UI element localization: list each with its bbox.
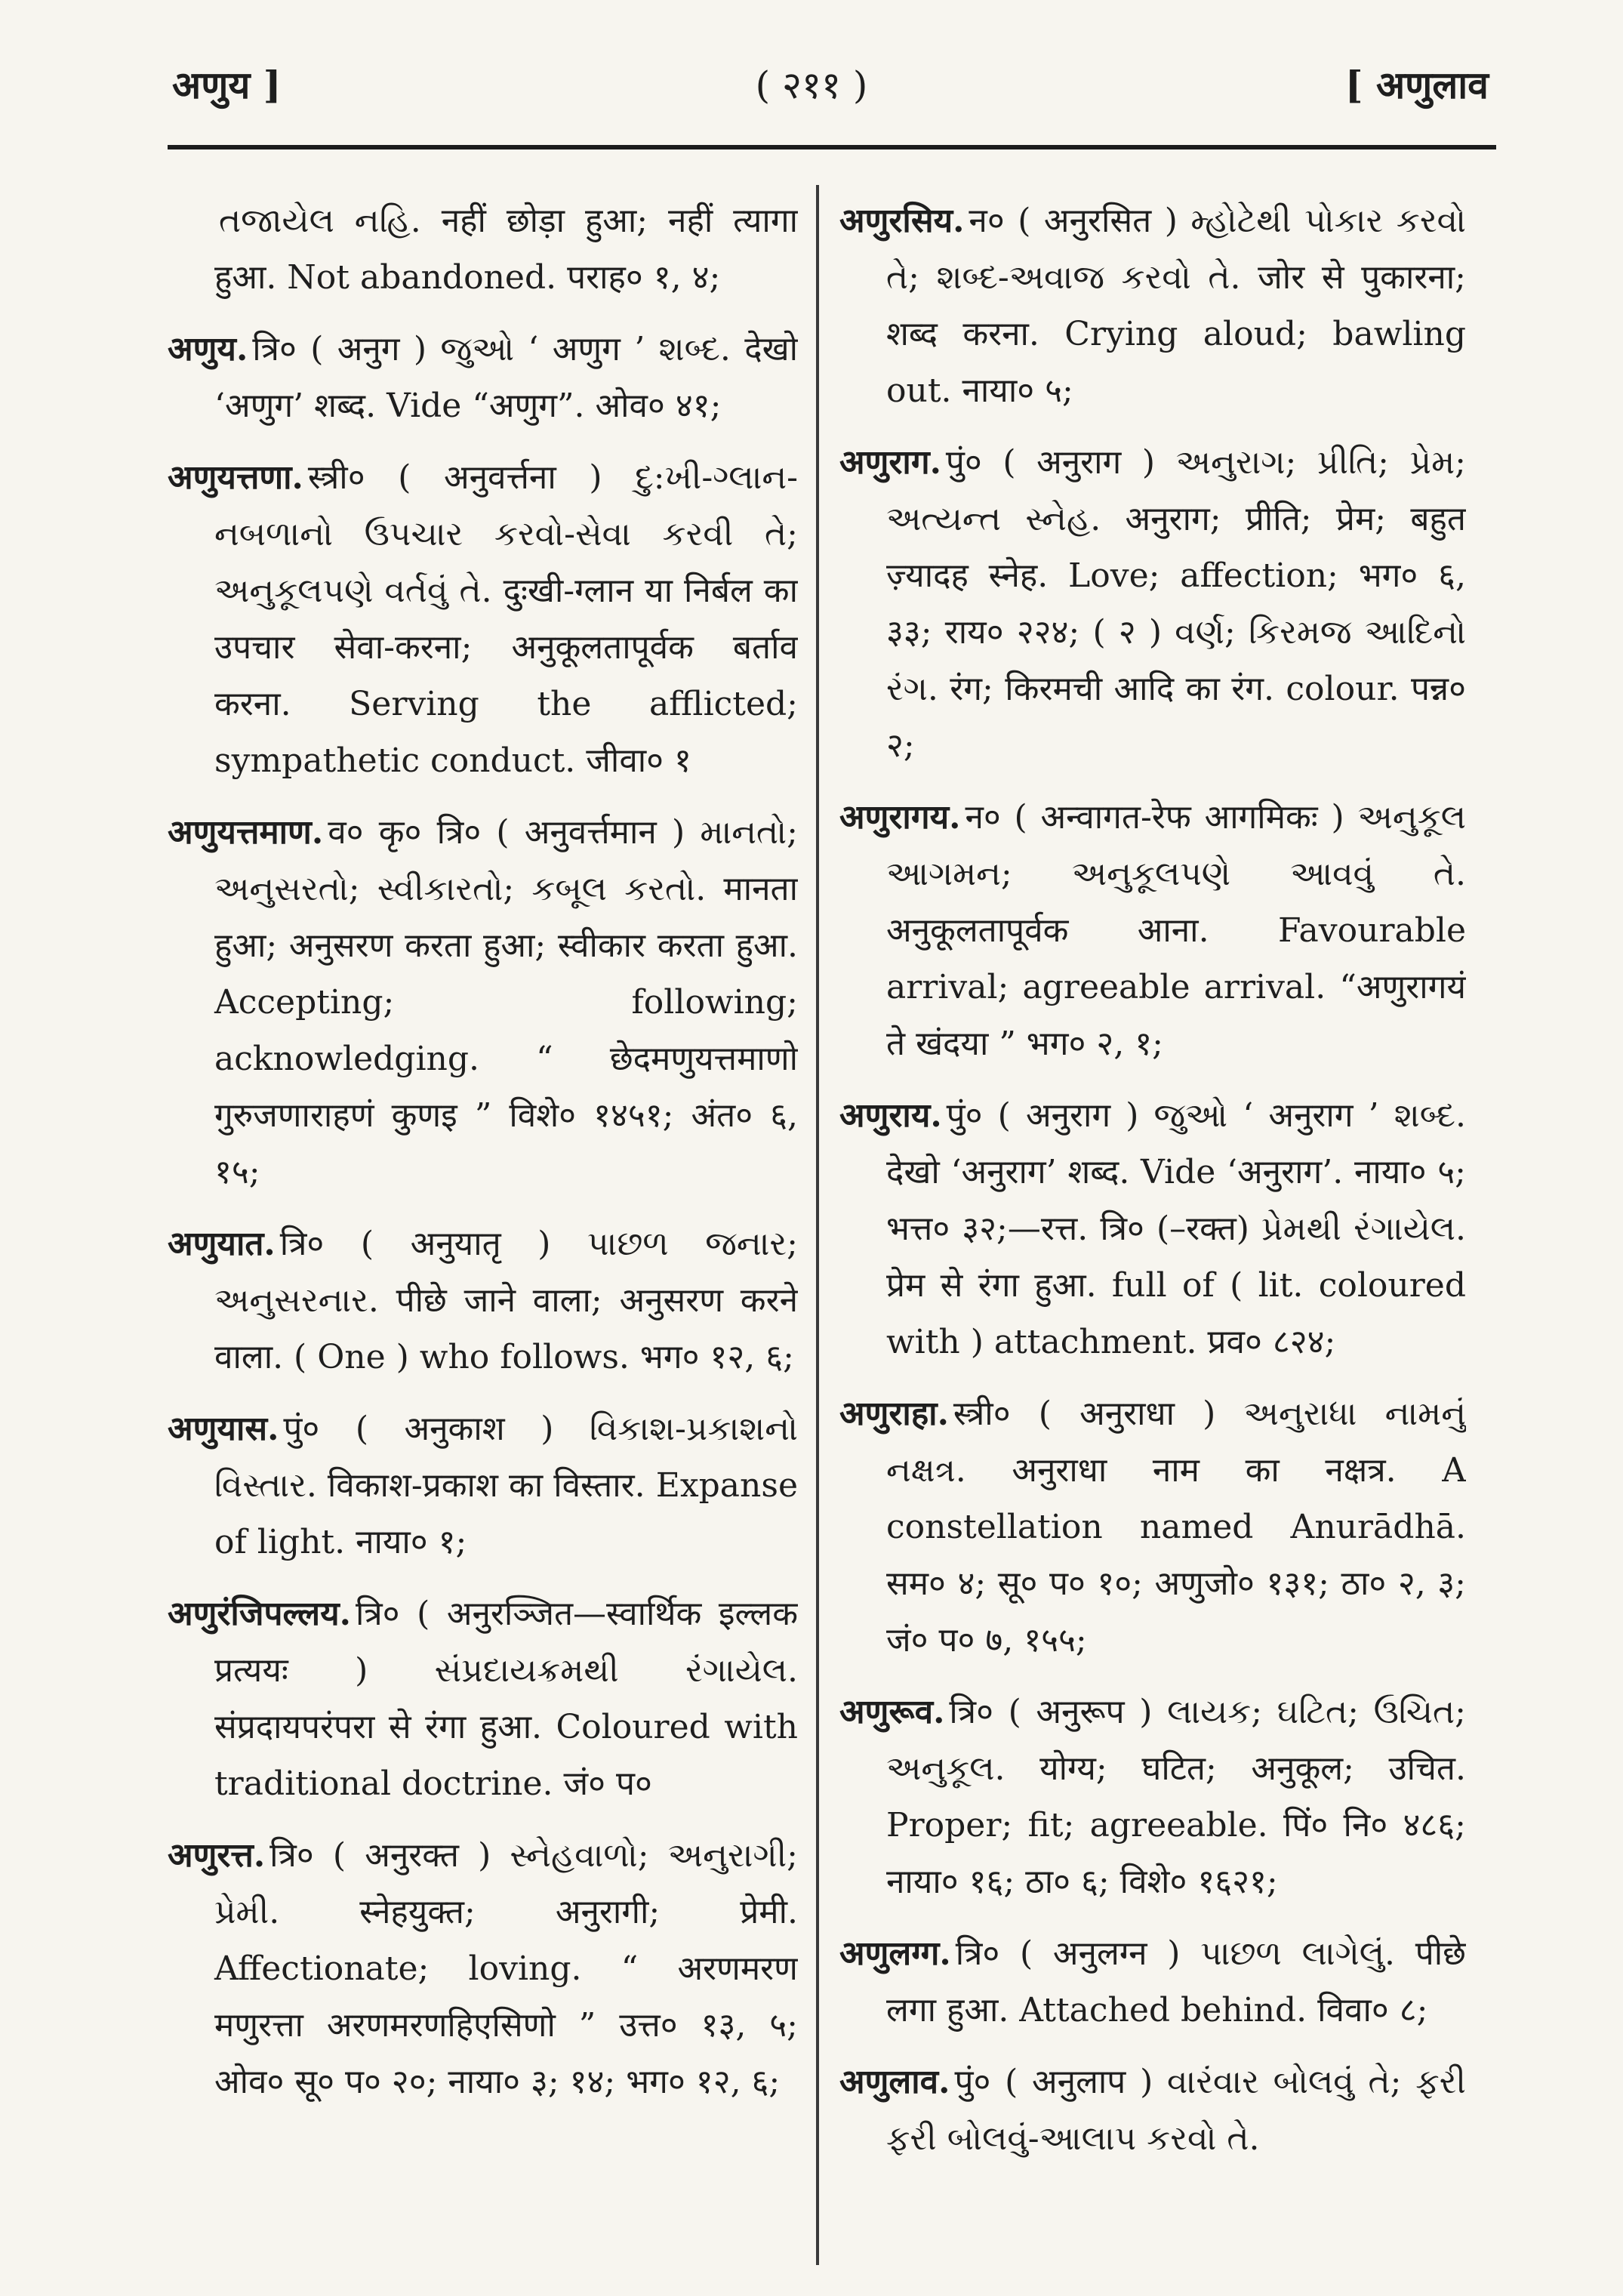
entry-body: पुं० ( अनुलाप ) વારંવાર બોલવું તે; ફરી ફરી બોલવું-આલાપ કરવો તે. <box>886 2063 1466 2158</box>
entry-body: त्रि० ( अनुरूप ) લાયક; ઘટિત; ઉચિત; અનુકૂલ. योग्य; घटित; अनुकूल; उचित. Proper; fit; agreeable. पिं० नि० ४८६; नाया० १६; ठा० ६; विशे० १६२१; <box>886 1693 1466 1901</box>
entry-body: स्त्री० ( अनुराधा ) અનુરાધા નામનું નક્ષત્ર. अनुराधा नाम का नक्षत्र. A constellation named Anurādhā. सम० ४; सू० प० १०; अणुजो० १३१; ठा० २, ३; जं० प० ७, १५५; <box>886 1395 1466 1660</box>
entry-headword: अणुरंजिपल्लय. <box>168 1595 351 1633</box>
entry-body: त्रि० ( अनुयातृ ) પાછળ જનાર; અનુસરનાર. पीछे जाने वाला; अनुसरण करने वाला. ( One ) who follows. भग० १२, ६; <box>214 1225 798 1376</box>
entry-body: न० ( अन्वागत-रेफ आगमिकः ) અનુકૂલ આગમન; અનુકૂલપણે આવવું તે. अनुकूलतापूर्वक आना. Favourable arrival; agreeable arrival. “अणुरागयं ते खंदया ” भग० २, १; <box>886 798 1466 1063</box>
header-first-word: अणुय ] <box>172 63 282 107</box>
dictionary-entry <box>839 2054 1466 2167</box>
entry-body: पुं० ( अनुराग ) જુઓ ‘ अनुराग ’ શબ્દ. देखो ‘अनुराग’ शब्द. Vide ‘अनुराग’. नाया० ५; भत्त० ३२;—रत्त. त्रि० (–रक्त) પ્રેમથી રંગાયેલ. प्रेम से रंगा हुआ. full of ( lit. coloured with ) attachment. प्रव० ८२४; <box>886 1096 1466 1361</box>
entry-headword: अणुलाव. <box>839 2063 950 2101</box>
right-column <box>839 193 1466 2276</box>
entry-headword: अणुयात. <box>168 1225 276 1263</box>
entry-body: व० कृ० त्रि० ( अनुवर्त्तमान ) માનતો; અનુસરતો; સ્વીકારતો; કબૂલ કરતો. मानता हुआ; अनुसरण करता हुआ; स्वीकार करता हुआ. Accepting; following; acknowledging. “ छेदमणुयत्तमाणो गुरुजणाराहणं कुणइ ” विशे० १४५१; अंत० ६, १५; <box>214 813 798 1191</box>
dictionary-entry <box>839 193 1466 419</box>
dictionary-entry <box>168 321 798 434</box>
entry-headword: अणुरत्त. <box>168 1836 266 1875</box>
header-last-word: [ अणुलाव <box>1344 63 1489 107</box>
entry-body: त्रि० ( अनुलग्न ) પાછળ લાગેલું. पीछे लगा हुआ. Attached behind. विवा० ८; <box>886 1934 1466 2029</box>
entry-body: त्रि० ( अनुरक्त ) સ્નેહવાળો; અનુરાગી; પ્રેમી. स्नेहयुक्त; अनुरागी; प्रेमी. Affectionate; loving. “ अरणमरण मणुरत्ता अरणमरणहिएसिणो ” उत्त० १३, ५; ओव० सू० प० २०; नाया० ३; १४; भग० १२, ६; <box>214 1836 798 2101</box>
dictionary-entry <box>168 193 798 306</box>
dictionary-entry <box>168 1586 798 1812</box>
entry-headword: अणुरसिय. <box>839 202 965 240</box>
entry-headword: अणुरागय. <box>839 798 961 837</box>
dictionary-entry <box>839 1684 1466 1910</box>
entry-headword: अणुराय. <box>839 1096 942 1135</box>
left-column <box>168 193 798 2276</box>
entry-headword: अणुराग. <box>839 443 941 482</box>
dictionary-entry <box>168 804 798 1200</box>
entry-body: त्रि० ( अनुग ) જુઓ ‘ अणुग ’ શબ્દ. देखो ‘अणुग’ शब्द. Vide “अणुग”. ओव० ४१; <box>214 330 798 425</box>
dictionary-entry <box>839 1385 1466 1669</box>
dictionary-entry <box>839 1087 1466 1370</box>
entry-body: पुं० ( अनुराग ) અનુરાગ; પ્રીતિ; પ્રેમ; અત્યન્ત સ્નેહ. अनुराग; प्रीति; प्रेम; बहुत ज़्यादह स्नेह. Love; affection; भग० ६, ३३; राय० २२४; ( २ ) વર્ણ; કિરમજ આદિનો રંગ. रंग; किरमची आदि का रंग. colour. पन्न० २; <box>886 443 1466 765</box>
header-rule <box>168 145 1496 149</box>
entry-headword: अणुय. <box>168 330 248 368</box>
entry-headword: अणुराहा. <box>839 1395 949 1433</box>
entry-headword: अणुरूव. <box>839 1693 945 1731</box>
dictionary-entry <box>839 1925 1466 2039</box>
entry-headword: अणुयास. <box>168 1410 279 1448</box>
page-header <box>0 59 1623 119</box>
entry-headword: अणुलग्ग. <box>839 1934 951 1973</box>
dictionary-entry <box>839 434 1466 774</box>
entry-headword: अणुयत्तणा. <box>168 458 303 497</box>
dictionary-entry <box>168 1401 798 1570</box>
column-divider <box>816 185 819 2265</box>
dictionary-entry <box>168 449 798 789</box>
entry-body: त्रि० ( अनुरञ्जित—स्वार्थिक इल्लक प्रत्ययः ) સંપ્રદાયક્રમથી રંગાયેલ. संप्रदायपरंपरा से रंगा हुआ. Coloured with traditional doctrine. जं० प० <box>214 1595 798 1803</box>
dictionary-entry <box>168 1216 798 1385</box>
entry-body: તજાયેલ નહિ. नहीं छोड़ा हुआ; नहीं त्यागा हुआ. Not abandoned. पराह० १, ४; <box>214 202 798 297</box>
entry-headword: अणुयत्तमाण. <box>168 813 324 852</box>
entry-body: पुं० ( अनुकाश ) વિકાશ-પ્રકાશનો વિસ્તાર. विकाश-प्रकाश का विस्तार. Expanse of light. नाया० १; <box>214 1410 798 1561</box>
dictionary-entry <box>839 789 1466 1072</box>
dictionary-entry <box>168 1827 798 2110</box>
entry-body: न० ( अनुरसित ) મ્હોટેથી પોકાર કરવો તે; શબ્દ-અવાજ કરવો તે. जोर से पुकारना; शब्द करना. Crying aloud; bawling out. नाया० ५; <box>886 202 1466 410</box>
page-number: ( २११ ) <box>755 63 868 107</box>
entry-body: स्त्री० ( अनुवर्त्तना ) દુ:ખી-ગ્લાન-નબળાનો ઉપચાર કરવો-સેવા કરવી તે; અનુકૂલપણે વર્તવું તે. दुःखी-ग्लान या निर्बल का उपचार सेवा-करना; अनुकूलतापूर्वक बर्ताव करना. Serving the afflicted; sympathetic conduct. जीवा० १ <box>214 458 798 780</box>
